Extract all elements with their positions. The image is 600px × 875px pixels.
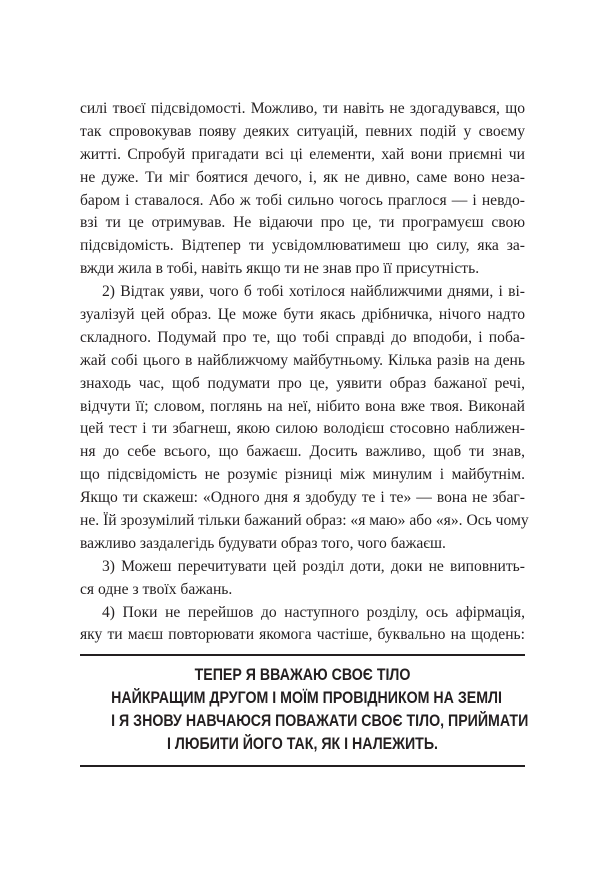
paragraph-step-3	[80, 556, 525, 602]
affirmation-line: І ЛЮБИТИ ЙОГО ТАК, ЯК І НАЛЕЖИТЬ.	[167, 735, 438, 754]
text-line: 4) Поки не перейшов до наступного розділу, ось афірмація,	[102, 603, 525, 621]
text-line: знаходь час, щоб подумати про це, уявити образ бажаної речі,	[80, 374, 525, 392]
affirmation-line: НАЙКРАЩИМ ДРУГОМ І МОЇМ ПРОВІДНИКОМ НА ЗЕМЛІ	[111, 689, 502, 708]
affirmation-line: ТЕПЕР Я ВВАЖАЮ СВОЄ ТІЛО	[194, 666, 411, 685]
text-line: що підсвідомість не розуміє різниці між минулим і майбутнім.	[80, 466, 525, 484]
text-line: не. Їй зрозумілий тільки бажаний образ: «я маю» або «я». Ось чому	[80, 512, 529, 530]
text-line: важливо заздалегідь будувати образ того, чого бажаєш.	[80, 534, 446, 552]
text-line: силі твоєї підсвідомості. Можливо, ти навіть не здогадувався, що	[80, 100, 525, 117]
text-line: Якщо ти скажеш: «Одного дня я здобуду те і те» — вона не збаг-	[80, 489, 525, 507]
text-line: так спровокував появу деяких ситуацій, певних подій у своєму	[80, 122, 525, 140]
text-line: зуалізуй цей образ. Це може бути якась дрібничка, нічого надто	[80, 306, 525, 324]
paragraph-continuation	[80, 98, 525, 281]
text-line: взі ти це отримував. Не відаючи про це, ти програмуєш свою	[80, 214, 525, 232]
text-line: баром і ставалося. Або ж тобі сильно чогось праглося — і невдо-	[80, 191, 525, 209]
text-line: не дуже. Ти міг боятися дечого, і, як не дивно, саме воно неза-	[80, 168, 525, 186]
text-line: ня до себе всього, що бажаєш. Досить важливо, щоб ти знав,	[80, 443, 525, 461]
paragraph-step-2	[80, 281, 529, 556]
text-line: цей тест і ти збагнеш, якою силою володієш стосовно наближен-	[80, 420, 525, 438]
text-line: житті. Спробуй пригадати всі ці елементи, хай вони приємні чи	[80, 145, 525, 163]
text-line: жай собі цього в найближчому майбутньому. Кілька разів на день	[80, 351, 525, 369]
text-line: відчути її; словом, поглянь на неї, нібито вона вже твоя. Виконай	[80, 397, 525, 415]
affirmation-box	[80, 654, 529, 767]
text-line: вжди жила в тобі, навіть якщо ти не знав про її присутність.	[80, 260, 480, 278]
text-line: 3) Можеш перечитувати цей розділ доти, доки не виповнить-	[102, 557, 525, 575]
affirmation-line: І Я ЗНОВУ НАВЧАЮСЯ ПОВАЖАТИ СВОЄ ТІЛО, ПРИЙМАТИ	[111, 712, 529, 731]
text-line: ся одне з твоїх бажань.	[80, 580, 233, 598]
paragraph-step-4	[80, 602, 525, 648]
text-line: 2) Відтак уяви, чого б тобі хотілося найближчими днями, і ві-	[102, 283, 525, 301]
book-page	[80, 98, 529, 767]
text-line: яку ти маєш повторювати якомога частіше, буквально на щодень:	[80, 626, 525, 644]
text-line: підсвідомість. Відтепер ти усвідомлюватимеш цю силу, яка за-	[80, 237, 525, 255]
text-line: складного. Подумай про те, що тобі справді до вподоби, і поба-	[80, 328, 525, 346]
